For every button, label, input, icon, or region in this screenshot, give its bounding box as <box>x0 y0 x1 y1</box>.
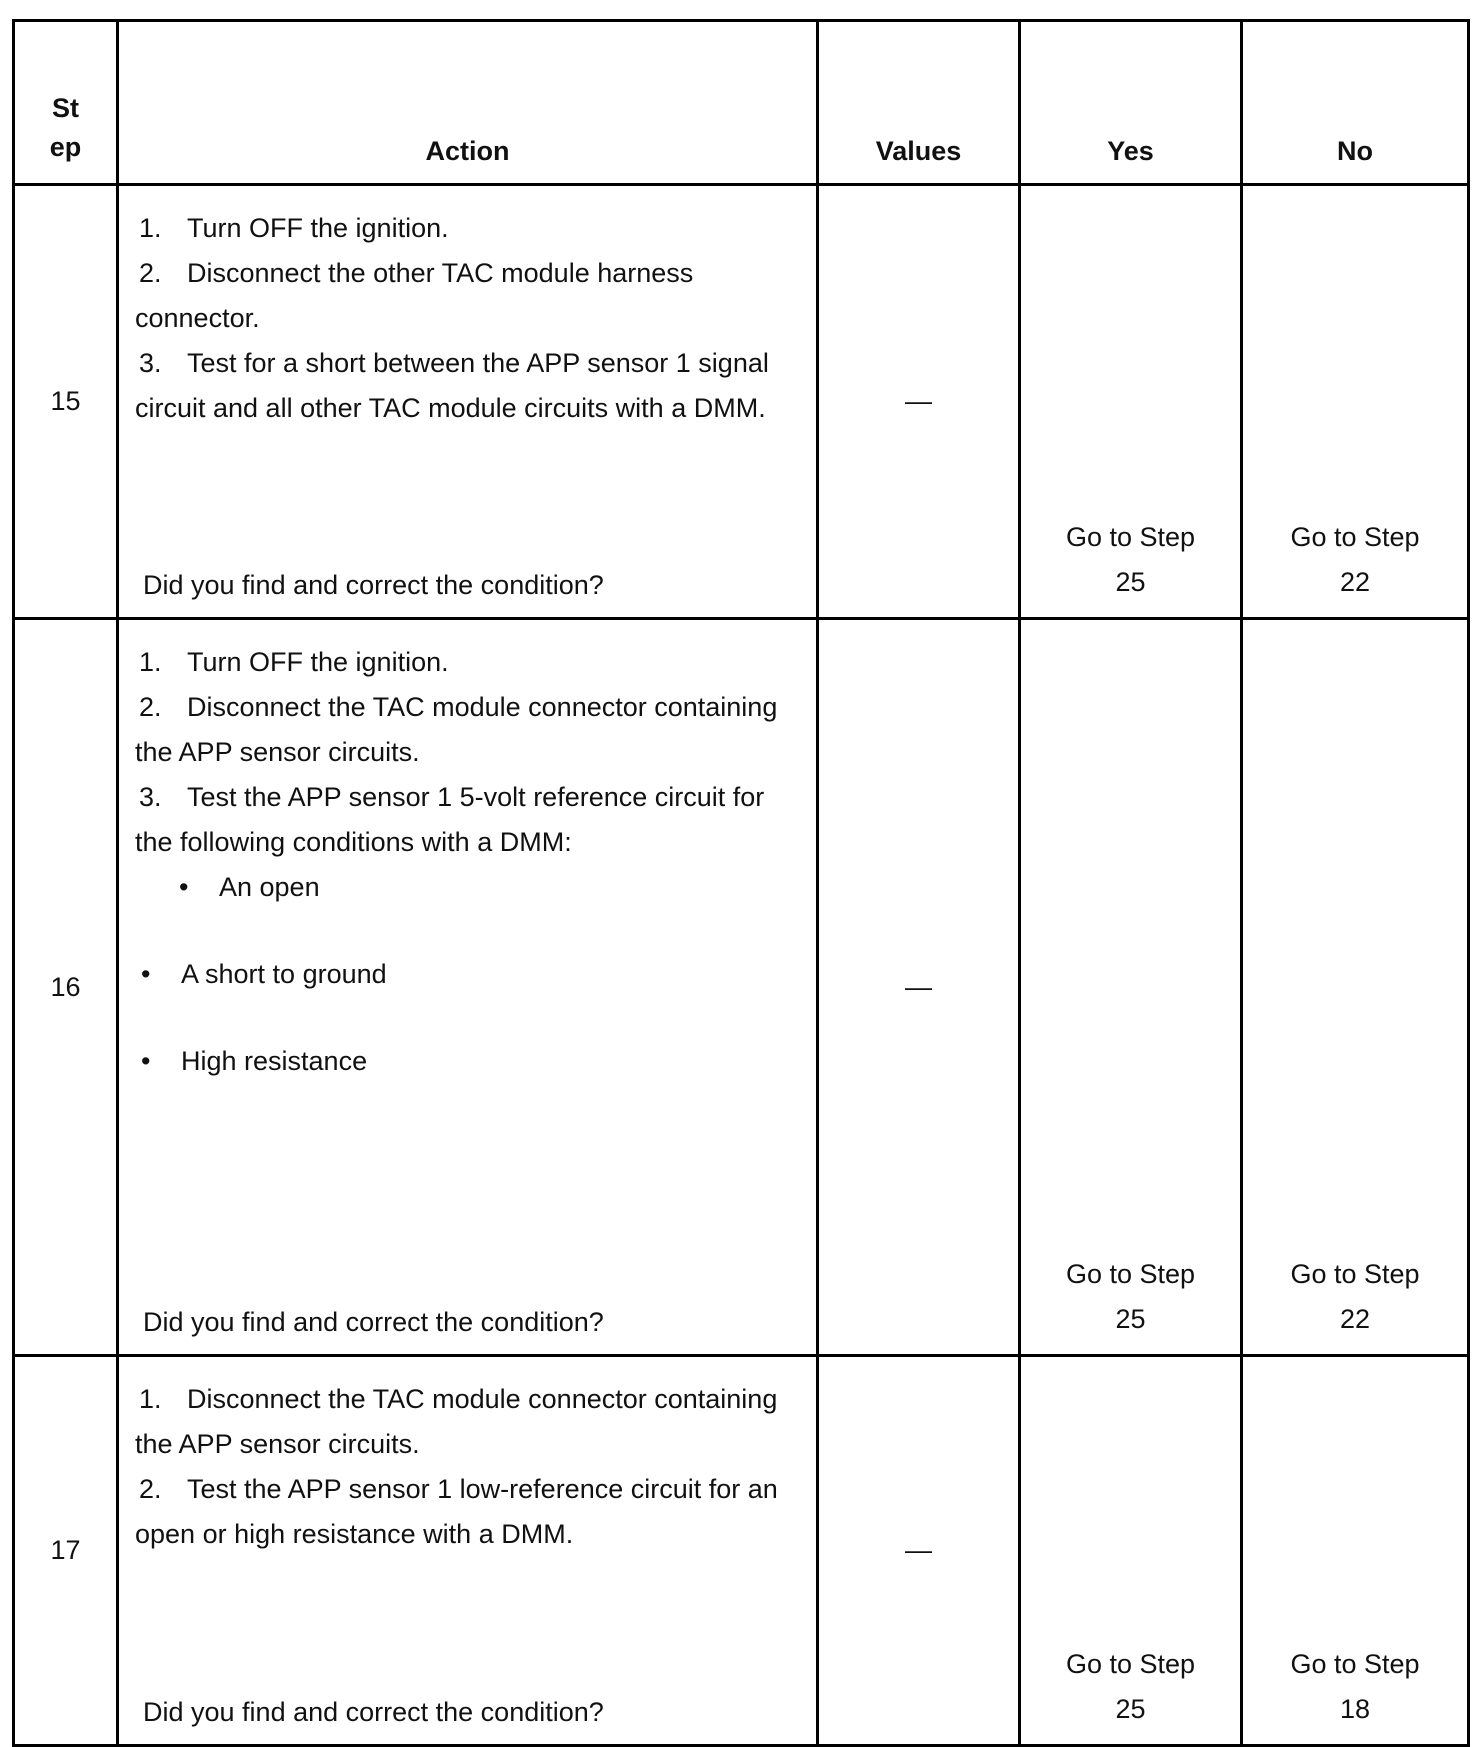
action-item: 2. Test the APP sensor 1 low-reference circuit for an open or high resistance with a DMM. <box>135 1474 778 1549</box>
action-item: 3. Test the APP sensor 1 5-volt reference circuit for the following conditions with a DMM: <box>135 782 765 857</box>
bullet-item: • High resistance <box>135 1039 798 1084</box>
action-cell <box>118 185 818 619</box>
action-cell <box>118 1356 818 1746</box>
yes-cell <box>1020 185 1242 619</box>
action-item: 1. Turn OFF the ignition. <box>139 647 449 677</box>
action-item: 1. Turn OFF the ignition. <box>139 213 449 243</box>
yes-goto-label: Go to Step <box>1065 1259 1196 1289</box>
no-goto-step: 22 <box>1339 1304 1371 1334</box>
step-number: 17 <box>14 1356 118 1746</box>
no-goto-step: 22 <box>1339 567 1371 597</box>
header-step-line2: ep <box>49 132 82 162</box>
action-cell <box>118 619 818 1356</box>
step-number: 16 <box>14 619 118 1356</box>
yes-goto-step: 25 <box>1115 1694 1146 1724</box>
no-cell <box>1242 1356 1469 1746</box>
action-item: 2. Disconnect the TAC module connector containing the APP sensor circuits. <box>135 692 778 767</box>
no-cell <box>1242 185 1469 619</box>
no-cell <box>1242 619 1469 1356</box>
action-item: 1. Disconnect the TAC module connector containing the APP sensor circuits. <box>135 1384 778 1459</box>
yes-goto-step: 25 <box>1115 567 1146 597</box>
header-action: Action <box>118 21 818 185</box>
action-item: 2. Disconnect the other TAC module harness connector. <box>135 258 694 333</box>
bullet-icon: • <box>179 872 189 902</box>
header-step-line1: St <box>52 93 79 123</box>
no-goto-label: Go to Step <box>1290 522 1420 552</box>
table-row <box>14 185 1469 619</box>
header-step <box>14 21 118 185</box>
bullet-item: • An open <box>135 865 798 910</box>
values-cell: — <box>818 1356 1020 1746</box>
values-cell: — <box>818 185 1020 619</box>
bullet-item: • A short to ground <box>135 952 798 997</box>
action-question: Did you find and correct the condition? <box>143 570 604 600</box>
action-item: 3. Test for a short between the APP sensor 1 signal circuit and all other TAC module circuits with a DMM. <box>135 348 769 423</box>
values-cell: — <box>818 619 1020 1356</box>
header-values: Values <box>818 21 1020 185</box>
no-goto-label: Go to Step <box>1290 1259 1420 1289</box>
no-goto-step: 18 <box>1339 1694 1371 1724</box>
yes-goto-label: Go to Step <box>1065 1649 1196 1679</box>
action-question: Did you find and correct the condition? <box>143 1307 604 1337</box>
no-goto-label: Go to Step <box>1290 1649 1420 1679</box>
yes-goto-step: 25 <box>1115 1304 1146 1334</box>
header-yes: Yes <box>1020 21 1242 185</box>
bullet-icon: • <box>141 959 151 989</box>
step-number: 15 <box>14 185 118 619</box>
action-question: Did you find and correct the condition? <box>143 1697 604 1727</box>
bullet-icon: • <box>141 1046 151 1076</box>
header-no: No <box>1242 21 1469 185</box>
header-row <box>14 21 1469 185</box>
yes-goto-label: Go to Step <box>1065 522 1196 552</box>
diagnostic-table <box>12 19 1470 1747</box>
table-row <box>14 1356 1469 1746</box>
table-row <box>14 619 1469 1356</box>
yes-cell <box>1020 1356 1242 1746</box>
yes-cell <box>1020 619 1242 1356</box>
